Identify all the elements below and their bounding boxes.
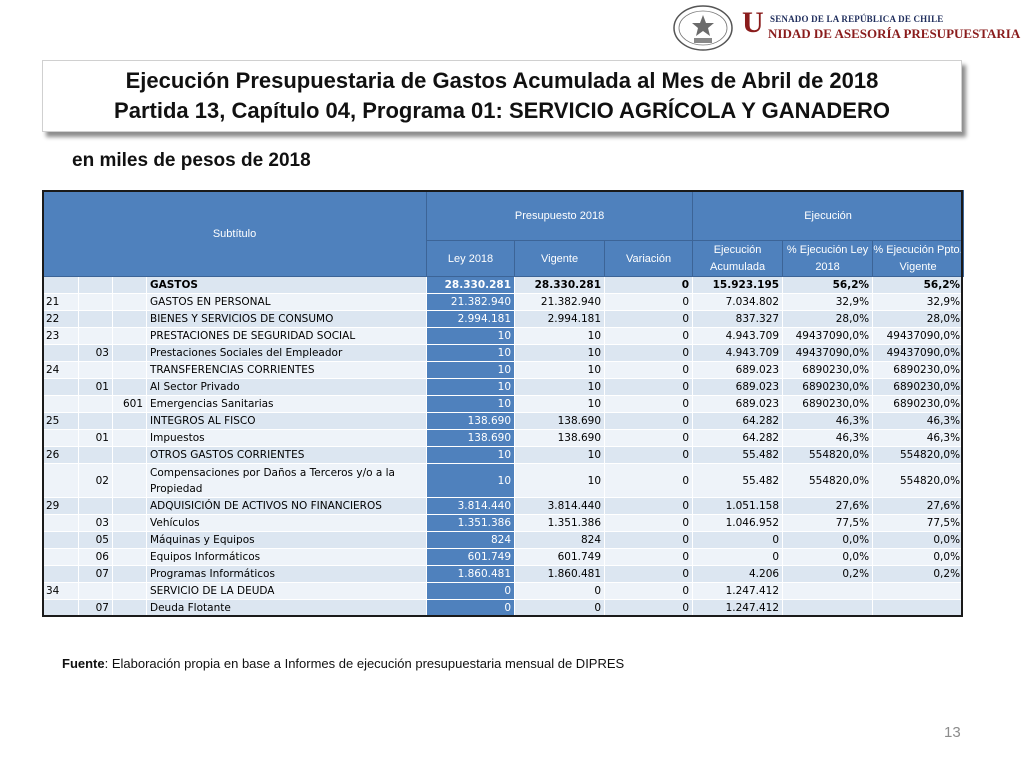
description-cell: Programas Informáticos [147,566,427,583]
pct-ley-cell: 28,0% [783,311,873,328]
pct-vigente-cell: 27,6% [873,498,964,515]
ejecucion-cell: 689.023 [693,379,783,396]
asignacion-cell [113,600,147,617]
variacion-cell: 0 [605,447,693,464]
vigente-cell: 824 [515,532,605,549]
description-cell: Equipos Informáticos [147,549,427,566]
description-cell: Deuda Flotante [147,600,427,617]
table-row [43,549,964,566]
subtitulo-cell: 21 [43,294,79,311]
description-cell: Vehículos [147,515,427,532]
description-cell: TRANSFERENCIAS CORRIENTES [147,362,427,379]
description-cell: SERVICIO DE LA DEUDA [147,583,427,600]
pct-vigente-cell: 0,2% [873,566,964,583]
pct-vigente-cell [873,583,964,600]
subtitulo-cell: 24 [43,362,79,379]
pct-vigente-cell: 6890230,0% [873,362,964,379]
variacion-cell: 0 [605,396,693,413]
ejecucion-cell: 1.247.412 [693,583,783,600]
asignacion-cell [113,311,147,328]
asignacion-cell [113,498,147,515]
ejecucion-cell: 64.282 [693,430,783,447]
ley-cell: 10 [427,362,515,379]
vigente-cell: 2.994.181 [515,311,605,328]
pct-ley-cell: 77,5% [783,515,873,532]
variacion-cell: 0 [605,464,693,498]
table-row [43,447,964,464]
ley-cell: 824 [427,532,515,549]
subtitulo-cell [43,396,79,413]
pct-ley-cell: 0,2% [783,566,873,583]
vigente-cell: 10 [515,447,605,464]
header-ley: Ley 2018 [427,241,515,277]
asignacion-cell [113,447,147,464]
title-box [42,60,962,132]
asignacion-cell [113,464,147,498]
pct-vigente-cell: 6890230,0% [873,396,964,413]
page-title-line2: Partida 13, Capítulo 04, Programa 01: SERVICIO AGRÍCOLA Y GANADERO [114,98,890,123]
ejecucion-cell: 4.206 [693,566,783,583]
item-cell: 03 [79,515,113,532]
item-cell: 01 [79,430,113,447]
description-cell: Compensaciones por Daños a Terceros y/o a la Propiedad [147,464,427,498]
pct-ley-cell [783,600,873,617]
ejecucion-cell: 55.482 [693,464,783,498]
subtitulo-cell: 29 [43,498,79,515]
ejecucion-cell: 4.943.709 [693,328,783,345]
variacion-cell: 0 [605,515,693,532]
units-subtitle: en miles de pesos de 2018 [72,150,311,171]
item-cell [79,294,113,311]
pct-ley-cell: 49437090,0% [783,328,873,345]
header-pct-ley: % Ejecución Ley 2018 [783,241,873,277]
description-cell: Máquinas y Equipos [147,532,427,549]
vigente-cell: 10 [515,396,605,413]
ejecucion-cell: 4.943.709 [693,345,783,362]
subtitulo-cell [43,566,79,583]
asignacion-cell [113,515,147,532]
asignacion-cell [113,549,147,566]
logo-line2: NIDAD DE ASESORÍA PRESUPUESTARIA [768,26,1021,41]
header-presupuesto: Presupuesto 2018 [427,191,693,241]
subtitulo-cell [43,345,79,362]
pct-vigente-cell: 554820,0% [873,464,964,498]
variacion-cell: 0 [605,362,693,379]
variacion-cell: 0 [605,430,693,447]
vigente-cell: 21.382.940 [515,294,605,311]
variacion-cell: 0 [605,498,693,515]
header-subtitulo: Subtítulo [43,191,427,277]
table-row [43,413,964,430]
subtitulo-cell [43,379,79,396]
description-cell: Prestaciones Sociales del Empleador [147,345,427,362]
subtitulo-cell [43,430,79,447]
table-row [43,362,964,379]
page-title-line1: Ejecución Presupuestaria de Gastos Acumulada al Mes de Abril de 2018 [125,68,879,93]
item-cell [79,498,113,515]
senado-seal-icon [672,4,734,52]
ejecucion-cell: 1.051.158 [693,498,783,515]
vigente-cell: 10 [515,379,605,396]
ejecucion-cell: 0 [693,532,783,549]
subtitulo-cell [43,277,79,294]
item-cell: 03 [79,345,113,362]
asignacion-cell [113,345,147,362]
asignacion-cell [113,566,147,583]
asignacion-cell: 601 [113,396,147,413]
header-variacion: Variación [605,241,693,277]
table-row [43,396,964,413]
logo-line1: SENADO DE LA REPÚBLICA DE CHILE [770,14,944,24]
variacion-cell: 0 [605,277,693,294]
pct-vigente-cell: 49437090,0% [873,345,964,362]
item-cell [79,396,113,413]
subtitulo-cell: 26 [43,447,79,464]
description-cell: INTEGROS AL FISCO [147,413,427,430]
subtitulo-cell [43,515,79,532]
ley-cell: 601.749 [427,549,515,566]
ley-cell: 21.382.940 [427,294,515,311]
vigente-cell: 10 [515,345,605,362]
variacion-cell: 0 [605,328,693,345]
pct-ley-cell: 46,3% [783,430,873,447]
pct-vigente-cell: 32,9% [873,294,964,311]
subtitulo-cell [43,600,79,617]
vigente-cell: 28.330.281 [515,277,605,294]
item-cell: 06 [79,549,113,566]
table-row [43,345,964,362]
description-cell: OTROS GASTOS CORRIENTES [147,447,427,464]
item-cell: 02 [79,464,113,498]
item-cell [79,413,113,430]
pct-vigente-cell: 0,0% [873,532,964,549]
variacion-cell: 0 [605,379,693,396]
ejecucion-cell: 55.482 [693,447,783,464]
subtitulo-cell: 23 [43,328,79,345]
source-label: Fuente [62,656,105,671]
item-cell: 07 [79,566,113,583]
pct-vigente-cell: 49437090,0% [873,328,964,345]
item-cell [79,277,113,294]
ley-cell: 10 [427,379,515,396]
ley-cell: 138.690 [427,430,515,447]
description-cell: GASTOS EN PERSONAL [147,294,427,311]
source-text: : Elaboración propia en base a Informes de ejecución presupuestaria mensual de DIPRES [104,656,625,671]
pct-ley-cell: 0,0% [783,532,873,549]
vigente-cell: 0 [515,583,605,600]
subtitulo-cell [43,532,79,549]
asignacion-cell [113,379,147,396]
pct-vigente-cell: 0,0% [873,549,964,566]
ley-cell: 0 [427,583,515,600]
variacion-cell: 0 [605,600,693,617]
description-cell: Impuestos [147,430,427,447]
pct-ley-cell: 27,6% [783,498,873,515]
asignacion-cell [113,583,147,600]
item-cell: 05 [79,532,113,549]
table-row [43,498,964,515]
ejecucion-cell: 0 [693,549,783,566]
item-cell: 07 [79,600,113,617]
item-cell [79,447,113,464]
table-row [43,515,964,532]
asignacion-cell [113,294,147,311]
vigente-cell: 10 [515,362,605,379]
pct-vigente-cell: 28,0% [873,311,964,328]
vigente-cell: 3.814.440 [515,498,605,515]
pct-ley-cell: 49437090,0% [783,345,873,362]
pct-ley-cell: 56,2% [783,277,873,294]
ley-cell: 28.330.281 [427,277,515,294]
senado-logo [672,4,1021,52]
header-pct-vigente: % Ejecución Ppto. Vigente [873,241,964,277]
vigente-cell: 0 [515,600,605,617]
variacion-cell: 0 [605,311,693,328]
asignacion-cell [113,430,147,447]
pct-vigente-cell: 46,3% [873,430,964,447]
ejecucion-cell: 689.023 [693,396,783,413]
table-row [43,532,964,549]
pct-vigente-cell: 554820,0% [873,447,964,464]
ley-cell: 3.814.440 [427,498,515,515]
ley-cell: 10 [427,328,515,345]
ley-cell: 10 [427,447,515,464]
ley-cell: 1.860.481 [427,566,515,583]
table-row [43,277,964,294]
table-row [43,311,964,328]
ley-cell: 1.351.386 [427,515,515,532]
ejecucion-cell: 1.046.952 [693,515,783,532]
ley-cell: 10 [427,396,515,413]
table-row [43,379,964,396]
item-cell [79,311,113,328]
pct-ley-cell: 6890230,0% [783,396,873,413]
ejecucion-cell: 7.034.802 [693,294,783,311]
vigente-cell: 1.860.481 [515,566,605,583]
pct-ley-cell: 46,3% [783,413,873,430]
description-cell: ADQUISICIÓN DE ACTIVOS NO FINANCIEROS [147,498,427,515]
table-row [43,566,964,583]
table-row [43,600,964,617]
pct-ley-cell: 6890230,0% [783,362,873,379]
pct-vigente-cell: 77,5% [873,515,964,532]
item-cell: 01 [79,379,113,396]
source-note [62,656,624,671]
asignacion-cell [113,328,147,345]
table-row [43,294,964,311]
item-cell [79,583,113,600]
variacion-cell: 0 [605,413,693,430]
header-vigente: Vigente [515,241,605,277]
pct-vigente-cell: 46,3% [873,413,964,430]
variacion-cell: 0 [605,583,693,600]
variacion-cell: 0 [605,345,693,362]
ejecucion-cell: 1.247.412 [693,600,783,617]
budget-table [42,190,963,617]
asignacion-cell [113,362,147,379]
description-cell: Emergencias Sanitarias [147,396,427,413]
asignacion-cell [113,413,147,430]
description-cell: GASTOS [147,277,427,294]
subtitulo-cell [43,464,79,498]
vigente-cell: 10 [515,328,605,345]
variacion-cell: 0 [605,532,693,549]
ley-cell: 0 [427,600,515,617]
ley-cell: 138.690 [427,413,515,430]
subtitulo-cell: 25 [43,413,79,430]
variacion-cell: 0 [605,549,693,566]
subtitulo-cell [43,549,79,566]
description-cell: PRESTACIONES DE SEGURIDAD SOCIAL [147,328,427,345]
vigente-cell: 601.749 [515,549,605,566]
table-row [43,430,964,447]
pct-ley-cell [783,583,873,600]
asignacion-cell [113,532,147,549]
pct-ley-cell: 0,0% [783,549,873,566]
pct-ley-cell: 554820,0% [783,464,873,498]
pct-ley-cell: 32,9% [783,294,873,311]
ejecucion-cell: 837.327 [693,311,783,328]
pct-vigente-cell: 6890230,0% [873,379,964,396]
asignacion-cell [113,277,147,294]
pct-ley-cell: 554820,0% [783,447,873,464]
logo-initial: U [742,6,764,39]
header-ejecucion-acumulada: Ejecución Acumulada [693,241,783,277]
ley-cell: 10 [427,464,515,498]
vigente-cell: 138.690 [515,413,605,430]
pct-ley-cell: 6890230,0% [783,379,873,396]
table-row [43,328,964,345]
table-row [43,583,964,600]
pct-vigente-cell [873,600,964,617]
ejecucion-cell: 64.282 [693,413,783,430]
item-cell [79,362,113,379]
variacion-cell: 0 [605,566,693,583]
vigente-cell: 1.351.386 [515,515,605,532]
subtitulo-cell: 22 [43,311,79,328]
ejecucion-cell: 15.923.195 [693,277,783,294]
variacion-cell: 0 [605,294,693,311]
ley-cell: 2.994.181 [427,311,515,328]
pct-vigente-cell: 56,2% [873,277,964,294]
item-cell [79,328,113,345]
table-row [43,464,964,498]
vigente-cell: 10 [515,464,605,498]
subtitulo-cell: 34 [43,583,79,600]
page-number: 13 [944,724,961,741]
ejecucion-cell: 689.023 [693,362,783,379]
description-cell: Al Sector Privado [147,379,427,396]
vigente-cell: 138.690 [515,430,605,447]
description-cell: BIENES Y SERVICIOS DE CONSUMO [147,311,427,328]
header-ejecucion: Ejecución [693,191,964,241]
ley-cell: 10 [427,345,515,362]
